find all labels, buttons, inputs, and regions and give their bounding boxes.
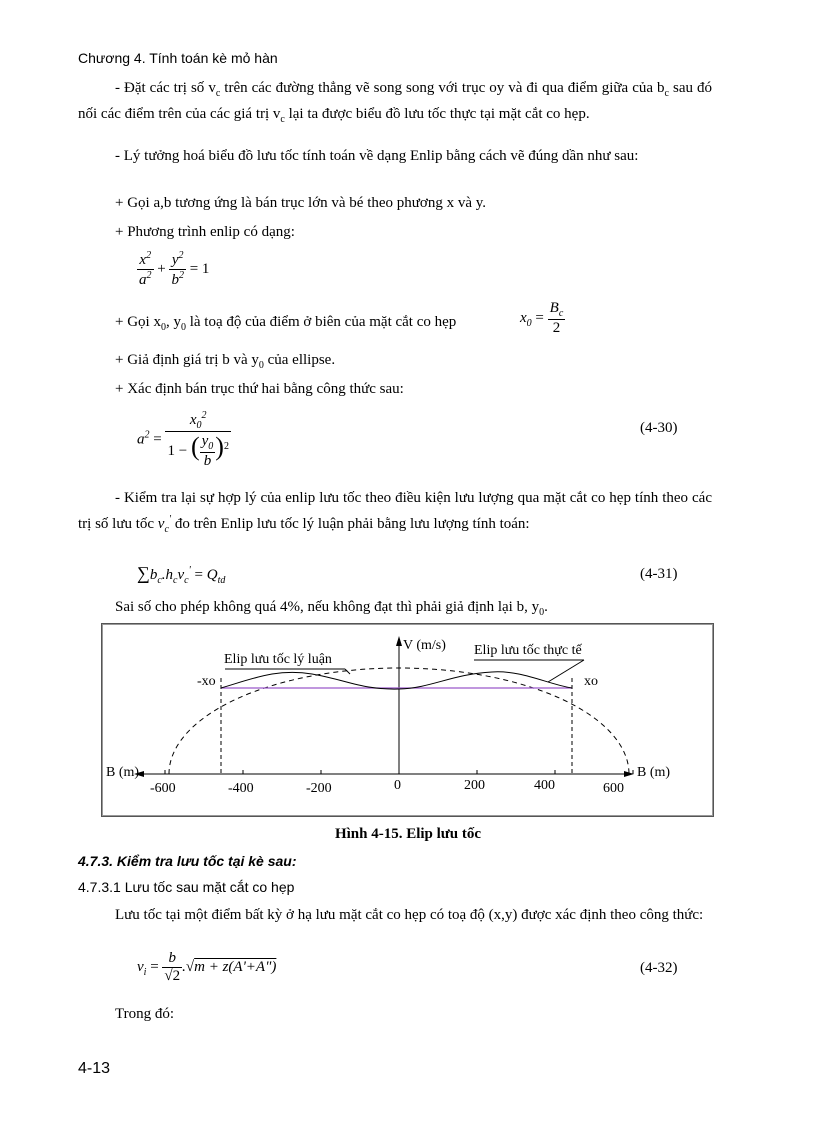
- list-item-assume: + Giả định giá trị b và $y_0$ của ellipse.: [115, 352, 336, 371]
- paragraph-check: - Kiểm tra lại sự hợp lý của enlip lưu tốc theo điều kiện lưu lượng qua mặt cắt co hẹp tính theo các trị số lưu tốc $v_c'$ đo trên Enlip lưu tốc lý luận phải bằng lưu lượng tính toán:: [78, 490, 712, 535]
- label-theory-ellipse: Elip lưu tốc lý luận: [224, 652, 332, 667]
- actual-velocity-curve: [221, 672, 572, 689]
- section-heading-473: 4.7.3. Kiểm tra lưu tốc tại kè sau:: [78, 853, 297, 869]
- equation-discharge: $\sum b_c.h_cv_c' = Q_{td}$: [137, 563, 226, 586]
- paragraph-velocity-point: Lưu tốc tại một điểm bất kỳ ở hạ lưu mặt cắt co hẹp có toạ độ (x,y) được xác định theo công thức:: [115, 907, 704, 923]
- equation-number-31: (4-31): [640, 566, 678, 582]
- tick-label: 600: [603, 781, 624, 796]
- tick-label: 0: [394, 778, 401, 793]
- equation-x0: $x_0$ = $\frac{B_c}{2}$: [520, 300, 564, 336]
- label-v-axis: V (m/s): [403, 638, 446, 653]
- section-heading-4731: 4.7.3.1 Lưu tốc sau mặt cắt co hẹp: [78, 879, 295, 895]
- label-actual-ellipse: Elip lưu tốc thực tế: [474, 643, 582, 658]
- figure-caption: Hình 4-15. Elip lưu tốc: [334, 826, 482, 842]
- list-item-axes: + Gọi a,b tương ứng là bán trục lớn và bé theo phương x và y.: [115, 195, 487, 211]
- equation-number-30: (4-30): [640, 420, 678, 436]
- tick-label: 200: [464, 778, 485, 793]
- paragraph-tolerance: Sai số cho phép không quá 4%, nếu không đạt thì phải giả định lại b, $y_0$.: [115, 599, 548, 618]
- label-neg-x0: -xo: [197, 674, 216, 689]
- label-b-right: B (m): [637, 765, 671, 780]
- arrow-up-icon: [396, 636, 402, 646]
- tick-label: 400: [534, 778, 555, 793]
- tick-label: -200: [306, 781, 332, 796]
- paragraph-velocity-plot: - Đặt các trị số $v_c$ trên các đường thẳng vẽ song song với trục oy và đi qua điểm giữa của $b_c$ sau đó nối các điểm trên của các giá trị $v_c$ lại ta được biểu đồ lưu tốc thực tại mặt cắt co hẹp.: [78, 80, 713, 125]
- label-pos-x0: xo: [584, 674, 598, 689]
- equation-number-32: (4-32): [640, 960, 678, 976]
- list-item-boundary: + Gọi $x_0$, $y_0$ là toạ độ của điểm ở biên của mặt cắt co hẹp: [115, 314, 457, 333]
- list-item-ellipse-eq: + Phương trình enlip có dạng:: [115, 224, 295, 240]
- label-b-left: B (m): [106, 765, 140, 780]
- paragraph-where: Trong đó:: [115, 1006, 175, 1022]
- equation-velocity: $v_i$ = $\frac{b}{√2}$ .√m + z(A'+A"): [137, 950, 277, 984]
- paragraph-idealize: - Lý tưởng hoá biểu đồ lưu tốc tính toán về dạng Enlip bằng cách vẽ đúng dần như sau:: [115, 148, 639, 164]
- figure-velocity-ellipse: [101, 623, 714, 817]
- tick-label: -600: [150, 781, 176, 796]
- tick-label: -400: [228, 781, 254, 796]
- chapter-header: Chương 4. Tính toán kè mỏ hàn: [78, 50, 278, 66]
- page-number: 4-13: [78, 1060, 111, 1077]
- equation-ellipse: $\frac{x^2}{a^2}$ + $\frac{y^2}{b^2}$ = 1: [139, 250, 210, 288]
- equation-a-squared: $a^2$ = $x_0^2$ 1 − ( $\frac{y_0}{b}$ )$^2$: [137, 410, 229, 470]
- list-item-semi-axis: + Xác định bán trục thứ hai bằng công thức sau:: [115, 381, 404, 397]
